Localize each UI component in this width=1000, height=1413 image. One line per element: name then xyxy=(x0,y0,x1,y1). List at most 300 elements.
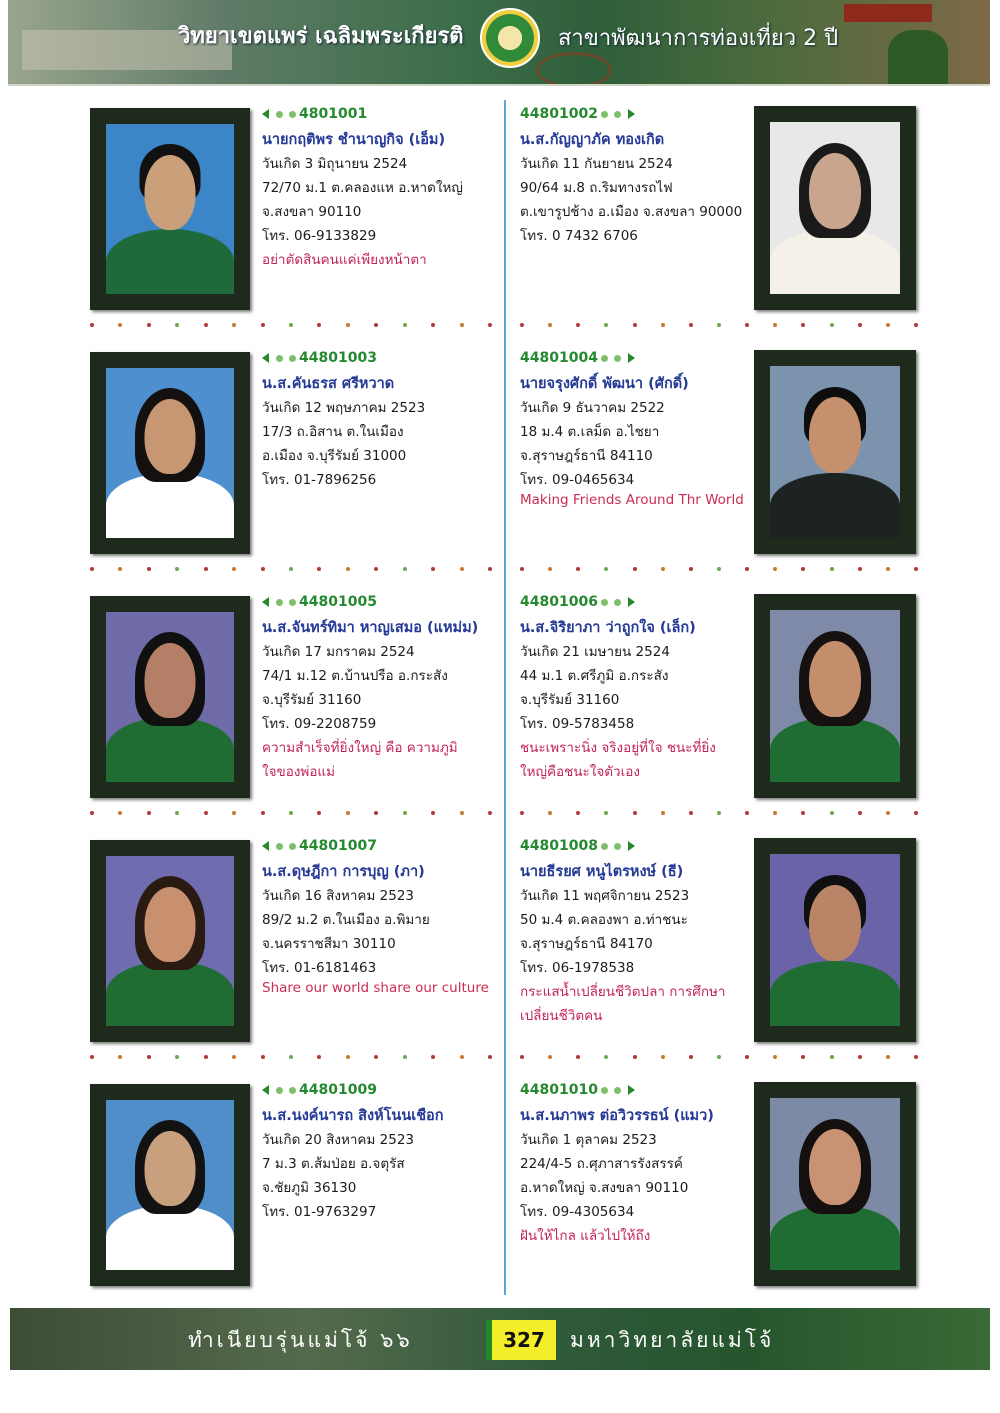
separator-dot xyxy=(745,811,749,815)
separator-dot xyxy=(460,323,464,327)
separator-dot xyxy=(604,323,608,327)
portrait xyxy=(106,124,234,294)
separator-dot xyxy=(488,1055,492,1059)
student-id-line xyxy=(520,350,635,366)
student-id: 44801008 xyxy=(520,838,598,854)
separator-dot xyxy=(289,323,293,327)
separator-dot xyxy=(175,323,179,327)
footer-left-text: ทำเนียบรุ่นแม่โจ้ ๖๖ xyxy=(188,1328,413,1352)
portrait-face xyxy=(809,885,861,961)
portrait xyxy=(770,610,900,782)
separator-dot xyxy=(604,811,608,815)
portrait xyxy=(770,854,900,1026)
portrait-face xyxy=(809,641,861,717)
separator-dot xyxy=(403,811,407,815)
portrait-body xyxy=(106,961,234,1026)
student-name: นายธีรยศ หนูไตรหงษ์ (ธี) xyxy=(520,864,684,880)
student-id: 44801009 xyxy=(299,1082,377,1098)
arrow-right-icon xyxy=(628,597,635,607)
student-id: 44801007 xyxy=(299,838,377,854)
student-address-line: ต.เขารูปช้าง อ.เมือง จ.สงขลา 90000 xyxy=(520,204,743,220)
student-phone: โทร. 01-7896256 xyxy=(262,472,377,488)
separator-dot xyxy=(261,323,265,327)
portrait-body xyxy=(770,229,900,294)
separator-dot xyxy=(317,1055,321,1059)
arrow-right-icon xyxy=(628,353,635,363)
separator-dot xyxy=(689,567,693,571)
separator-dot xyxy=(858,323,862,327)
student-address-line: จ.สุราษฎร์ธานี 84170 xyxy=(520,936,653,952)
student-id-line xyxy=(520,594,635,610)
header-sign xyxy=(844,4,932,22)
separator-dot xyxy=(858,811,862,815)
student-phone: โทร. 09-4305634 xyxy=(520,1204,635,1220)
separator-dot xyxy=(289,1055,293,1059)
student-phone: โทร. 06-1978538 xyxy=(520,960,635,976)
separator-dot xyxy=(488,323,492,327)
separator-dot xyxy=(460,567,464,571)
separator-dot xyxy=(346,811,350,815)
student-id-line xyxy=(262,594,377,610)
separator-dot xyxy=(431,567,435,571)
portrait xyxy=(770,1098,900,1270)
separator-dot xyxy=(90,1055,94,1059)
separator-dot xyxy=(801,811,805,815)
bullet-dot-icon xyxy=(601,1087,608,1094)
separator-dot xyxy=(403,1055,407,1059)
bullet-dot-icon xyxy=(276,843,283,850)
separator-dot xyxy=(914,811,918,815)
bullet-dot-icon xyxy=(289,355,296,362)
separator-dot xyxy=(346,567,350,571)
separator-dot xyxy=(346,1055,350,1059)
footer-right-text: มหาวิทยาลัยแม่โจ้ xyxy=(570,1328,775,1352)
separator-dot xyxy=(520,567,524,571)
separator-dot xyxy=(773,811,777,815)
separator-dot xyxy=(633,1055,637,1059)
student-address-line: จ.นครราชสีมา 30110 xyxy=(262,936,396,952)
bullet-dot-icon xyxy=(276,599,283,606)
dotted-separator xyxy=(90,811,492,815)
separator-dot xyxy=(633,323,637,327)
student-id-line xyxy=(262,350,377,366)
student-entry xyxy=(520,838,750,1038)
student-entry xyxy=(262,594,492,794)
arrow-left-icon xyxy=(262,1085,269,1095)
student-photo xyxy=(754,594,916,798)
portrait-body xyxy=(106,229,234,294)
portrait xyxy=(770,366,900,538)
student-entry xyxy=(262,350,492,550)
student-photo xyxy=(90,108,250,310)
separator-dot xyxy=(431,811,435,815)
header-right-title: สาขาพัฒนาการท่องเที่ยว 2 ปี xyxy=(558,26,839,51)
student-name: น.ส.กัญญาภัค ทองเกิด xyxy=(520,132,665,148)
separator-dot xyxy=(147,811,151,815)
student-entry xyxy=(262,106,492,306)
separator-dot xyxy=(460,1055,464,1059)
student-name: น.ส.ดุษฎีกา การบุญ (ภา) xyxy=(262,864,425,880)
student-address-line: 50 ม.4 ต.คลองพา อ.ท่าชนะ xyxy=(520,912,688,928)
student-birthdate: วันเกิด 1 ตุลาคม 2523 xyxy=(520,1132,657,1148)
separator-dot xyxy=(717,567,721,571)
student-motto: ความสำเร็จที่ยิ่งใหญ่ คือ ความภูมิ xyxy=(262,740,458,756)
student-name: น.ส.จันทร์ทิมา หาญเสมอ (แหม่ม) xyxy=(262,620,479,636)
separator-dot xyxy=(633,567,637,571)
bullet-dot-icon xyxy=(601,843,608,850)
student-id-line xyxy=(262,106,367,122)
header-bush xyxy=(888,30,948,86)
student-id-line xyxy=(520,1082,635,1098)
student-entry xyxy=(262,838,492,1038)
separator-dot xyxy=(289,811,293,815)
header-divider xyxy=(8,84,990,86)
student-address-line: จ.สงขลา 90110 xyxy=(262,204,362,220)
separator-dot xyxy=(886,323,890,327)
separator-dot xyxy=(488,567,492,571)
student-photo xyxy=(754,350,916,554)
student-address-line: 89/2 ม.2 ต.ในเมือง อ.พิมาย xyxy=(262,912,430,928)
student-phone: โทร. 0 7432 6706 xyxy=(520,228,638,244)
separator-dot xyxy=(520,811,524,815)
portrait-body xyxy=(106,1205,234,1270)
student-phone: โทร. 09-2208759 xyxy=(262,716,377,732)
separator-dot xyxy=(914,567,918,571)
student-phone: โทร. 01-6181463 xyxy=(262,960,377,976)
student-address-line: อ.หาดใหญ่ จ.สงขลา 90110 xyxy=(520,1180,689,1196)
student-entry xyxy=(520,1082,750,1282)
bullet-dot-icon xyxy=(289,599,296,606)
separator-dot xyxy=(576,323,580,327)
bullet-dot-icon xyxy=(614,111,621,118)
separator-dot xyxy=(261,1055,265,1059)
separator-dot xyxy=(317,811,321,815)
student-photo xyxy=(90,1084,250,1286)
student-id-line xyxy=(262,838,377,854)
student-birthdate: วันเกิด 21 เมษายน 2524 xyxy=(520,644,670,660)
separator-dot xyxy=(830,323,834,327)
separator-dot xyxy=(118,323,122,327)
bullet-dot-icon xyxy=(614,843,621,850)
portrait-body xyxy=(770,473,900,538)
student-id: 4801001 xyxy=(299,106,368,122)
portrait-face xyxy=(145,1131,196,1206)
student-birthdate: วันเกิด 3 มิถุนายน 2524 xyxy=(262,156,408,172)
separator-dot xyxy=(717,323,721,327)
bullet-dot-icon xyxy=(601,355,608,362)
separator-dot xyxy=(460,811,464,815)
dotted-separator xyxy=(90,1055,492,1059)
separator-dot xyxy=(548,567,552,571)
bullet-dot-icon xyxy=(614,1087,621,1094)
student-motto: ฝันให้ไกล แล้วไปให้ถึง xyxy=(520,1228,651,1244)
page-header xyxy=(8,0,990,86)
separator-dot xyxy=(830,811,834,815)
separator-dot xyxy=(520,323,524,327)
separator-dot xyxy=(604,567,608,571)
separator-dot xyxy=(147,567,151,571)
separator-dot xyxy=(520,1055,524,1059)
student-phone: โทร. 06-9133829 xyxy=(262,228,377,244)
bullet-dot-icon xyxy=(289,843,296,850)
student-address-line: จ.บุรีรัมย์ 31160 xyxy=(262,692,362,708)
student-motto: ใหญ่คือชนะใจตัวเอง xyxy=(520,764,640,780)
separator-dot xyxy=(488,811,492,815)
portrait xyxy=(106,1100,234,1270)
separator-dot xyxy=(90,811,94,815)
separator-dot xyxy=(90,323,94,327)
separator-dot xyxy=(914,1055,918,1059)
student-id-line xyxy=(520,838,635,854)
separator-dot xyxy=(548,1055,552,1059)
portrait xyxy=(106,856,234,1026)
separator-dot xyxy=(773,323,777,327)
separator-dot xyxy=(261,567,265,571)
separator-dot xyxy=(858,567,862,571)
portrait-face xyxy=(145,643,196,718)
student-address-line: จ.ชัยภูมิ 36130 xyxy=(262,1180,357,1196)
portrait xyxy=(106,612,234,782)
separator-dot xyxy=(90,567,94,571)
separator-dot xyxy=(403,567,407,571)
portrait-face xyxy=(809,397,861,473)
student-address-line: 90/64 ม.8 ถ.ริมทางรถไฟ xyxy=(520,180,673,196)
dotted-separator xyxy=(90,567,492,571)
dotted-separator xyxy=(520,567,918,571)
separator-dot xyxy=(289,567,293,571)
student-address-line: 7 ม.3 ต.ส้มป่อย อ.จตุรัส xyxy=(262,1156,405,1172)
portrait-face xyxy=(809,1129,861,1205)
arrow-left-icon xyxy=(262,109,269,119)
separator-dot xyxy=(745,567,749,571)
separator-dot xyxy=(403,323,407,327)
student-photo xyxy=(754,838,916,1042)
student-entry xyxy=(520,594,750,794)
student-motto: Share our world share our culture xyxy=(262,980,489,996)
separator-dot xyxy=(576,811,580,815)
arrow-left-icon xyxy=(262,353,269,363)
separator-dot xyxy=(317,323,321,327)
arrow-right-icon xyxy=(628,841,635,851)
student-id: 44801005 xyxy=(299,594,377,610)
separator-dot xyxy=(204,567,208,571)
portrait-face xyxy=(809,153,861,229)
student-id: 44801004 xyxy=(520,350,598,366)
portrait-face xyxy=(145,155,196,230)
separator-dot xyxy=(118,567,122,571)
student-birthdate: วันเกิด 20 สิงหาคม 2523 xyxy=(262,1132,415,1148)
student-name: น.ส.นงค์นารถ สิงห์โนนเชือก xyxy=(262,1108,444,1124)
student-motto: กระแสน้ำเปลี่ยนชีวิตปลา การศึกษา xyxy=(520,984,726,1000)
dotted-separator xyxy=(520,811,918,815)
student-id-line xyxy=(262,1082,377,1098)
student-birthdate: วันเกิด 12 พฤษภาคม 2523 xyxy=(262,400,426,416)
portrait-body xyxy=(770,1205,900,1270)
student-id-line xyxy=(520,106,635,122)
student-id: 44801002 xyxy=(520,106,598,122)
student-photo xyxy=(90,840,250,1042)
separator-dot xyxy=(886,567,890,571)
separator-dot xyxy=(431,1055,435,1059)
student-birthdate: วันเกิด 16 สิงหาคม 2523 xyxy=(262,888,415,904)
student-address-line: 18 ม.4 ต.เลม็ด อ.ไชยา xyxy=(520,424,660,440)
separator-dot xyxy=(661,323,665,327)
separator-dot xyxy=(232,1055,236,1059)
student-birthdate: วันเกิด 11 กันยายน 2524 xyxy=(520,156,673,172)
portrait-face xyxy=(145,399,196,474)
separator-dot xyxy=(175,567,179,571)
student-name: น.ส.จิริยาภา ว่าถูกใจ (เล็ก) xyxy=(520,620,696,636)
separator-dot xyxy=(118,811,122,815)
page-footer xyxy=(10,1308,990,1370)
separator-dot xyxy=(204,811,208,815)
student-name: น.ส.นภาพร ต่อวิวรรธน์ (แมว) xyxy=(520,1108,714,1124)
separator-dot xyxy=(858,1055,862,1059)
student-address-line: จ.บุรีรัมย์ 31160 xyxy=(520,692,620,708)
bullet-dot-icon xyxy=(276,355,283,362)
student-name: น.ส.คันธรส ศรีหวาด xyxy=(262,376,395,392)
student-phone: โทร. 09-5783458 xyxy=(520,716,635,732)
portrait-face xyxy=(145,887,196,962)
separator-dot xyxy=(374,811,378,815)
student-address-line: อ.เมือง จ.บุรีรัมย์ 31000 xyxy=(262,448,407,464)
separator-dot xyxy=(147,323,151,327)
separator-dot xyxy=(346,323,350,327)
separator-dot xyxy=(374,1055,378,1059)
separator-dot xyxy=(745,1055,749,1059)
student-photo xyxy=(90,596,250,798)
student-name: นายจรุงศักดิ์ พัฒนา (ศักดิ์) xyxy=(520,376,689,392)
separator-dot xyxy=(576,1055,580,1059)
student-entry xyxy=(262,1082,492,1282)
student-address-line: 44 ม.1 ต.ศรีภูมิ อ.กระสัง xyxy=(520,668,669,684)
separator-dot xyxy=(118,1055,122,1059)
portrait-body xyxy=(106,717,234,782)
dotted-separator xyxy=(520,1055,918,1059)
arrow-right-icon xyxy=(628,109,635,119)
separator-dot xyxy=(801,323,805,327)
separator-dot xyxy=(261,811,265,815)
header-left-title: วิทยาเขตแพร่ เฉลิมพระเกียรติ xyxy=(178,24,464,49)
student-motto: Making Friends Around Thr World xyxy=(520,492,744,508)
student-photo xyxy=(754,106,916,310)
separator-dot xyxy=(204,1055,208,1059)
separator-dot xyxy=(232,811,236,815)
separator-dot xyxy=(147,1055,151,1059)
portrait-body xyxy=(770,961,900,1026)
arrow-left-icon xyxy=(262,597,269,607)
separator-dot xyxy=(773,1055,777,1059)
separator-dot xyxy=(661,1055,665,1059)
student-birthdate: วันเกิด 17 มกราคม 2524 xyxy=(262,644,415,660)
student-phone: โทร. 09-0465634 xyxy=(520,472,635,488)
separator-dot xyxy=(661,811,665,815)
separator-dot xyxy=(689,323,693,327)
separator-dot xyxy=(175,811,179,815)
separator-dot xyxy=(773,567,777,571)
student-address-line: 72/70 ม.1 ต.คลองแห อ.หาดใหญ่ xyxy=(262,180,463,196)
bullet-dot-icon xyxy=(289,111,296,118)
separator-dot xyxy=(801,567,805,571)
dotted-separator xyxy=(520,323,918,327)
student-entry xyxy=(520,106,750,306)
separator-dot xyxy=(204,323,208,327)
dotted-separator xyxy=(90,323,492,327)
separator-dot xyxy=(374,567,378,571)
arrow-right-icon xyxy=(628,1085,635,1095)
student-id: 44801003 xyxy=(299,350,377,366)
student-address-line: 17/3 ถ.อิสาน ต.ในเมือง xyxy=(262,424,404,440)
bullet-dot-icon xyxy=(276,1087,283,1094)
student-id: 44801006 xyxy=(520,594,598,610)
portrait xyxy=(770,122,900,294)
student-id: 44801010 xyxy=(520,1082,598,1098)
student-address-line: จ.สุราษฎร์ธานี 84110 xyxy=(520,448,653,464)
bullet-dot-icon xyxy=(276,111,283,118)
page-number: 327 xyxy=(486,1320,556,1360)
separator-dot xyxy=(830,567,834,571)
student-phone: โทร. 01-9763297 xyxy=(262,1204,377,1220)
separator-dot xyxy=(317,567,321,571)
separator-dot xyxy=(548,811,552,815)
portrait xyxy=(106,368,234,538)
university-seal-icon xyxy=(480,8,540,68)
separator-dot xyxy=(431,323,435,327)
student-birthdate: วันเกิด 9 ธันวาคม 2522 xyxy=(520,400,665,416)
separator-dot xyxy=(717,811,721,815)
separator-dot xyxy=(232,323,236,327)
student-address-line: 224/4-5 ถ.ศุภาสารรังสรรค์ xyxy=(520,1156,683,1172)
separator-dot xyxy=(633,811,637,815)
center-divider xyxy=(504,100,506,1295)
bullet-dot-icon xyxy=(601,599,608,606)
student-motto: อย่าตัดสินคนแค่เพียงหน้าตา xyxy=(262,252,427,268)
separator-dot xyxy=(576,567,580,571)
separator-dot xyxy=(830,1055,834,1059)
student-name: นายกฤติพร ชำนาญกิจ (เอ็ม) xyxy=(262,132,446,148)
bullet-dot-icon xyxy=(614,599,621,606)
bullet-dot-icon xyxy=(289,1087,296,1094)
portrait-body xyxy=(770,717,900,782)
separator-dot xyxy=(914,323,918,327)
separator-dot xyxy=(604,1055,608,1059)
separator-dot xyxy=(374,323,378,327)
separator-dot xyxy=(689,811,693,815)
separator-dot xyxy=(745,323,749,327)
student-motto: ใจของพ่อแม่ xyxy=(262,764,336,780)
separator-dot xyxy=(175,1055,179,1059)
student-photo xyxy=(90,352,250,554)
bullet-dot-icon xyxy=(614,355,621,362)
header-wagon-wheel xyxy=(536,52,612,86)
student-address-line: 74/1 ม.12 ต.บ้านปรือ อ.กระสัง xyxy=(262,668,448,684)
student-photo xyxy=(754,1082,916,1286)
student-motto: เปลี่ยนชีวิตคน xyxy=(520,1008,603,1024)
separator-dot xyxy=(689,1055,693,1059)
student-birthdate: วันเกิด 11 พฤศจิกายน 2523 xyxy=(520,888,690,904)
bullet-dot-icon xyxy=(601,111,608,118)
separator-dot xyxy=(717,1055,721,1059)
separator-dot xyxy=(661,567,665,571)
student-entry xyxy=(520,350,750,550)
separator-dot xyxy=(886,811,890,815)
separator-dot xyxy=(548,323,552,327)
separator-dot xyxy=(232,567,236,571)
separator-dot xyxy=(886,1055,890,1059)
arrow-left-icon xyxy=(262,841,269,851)
student-motto: ชนะเพราะนิ่ง จริงอยู่ที่ใจ ชนะที่ยิ่ง xyxy=(520,740,716,756)
separator-dot xyxy=(801,1055,805,1059)
